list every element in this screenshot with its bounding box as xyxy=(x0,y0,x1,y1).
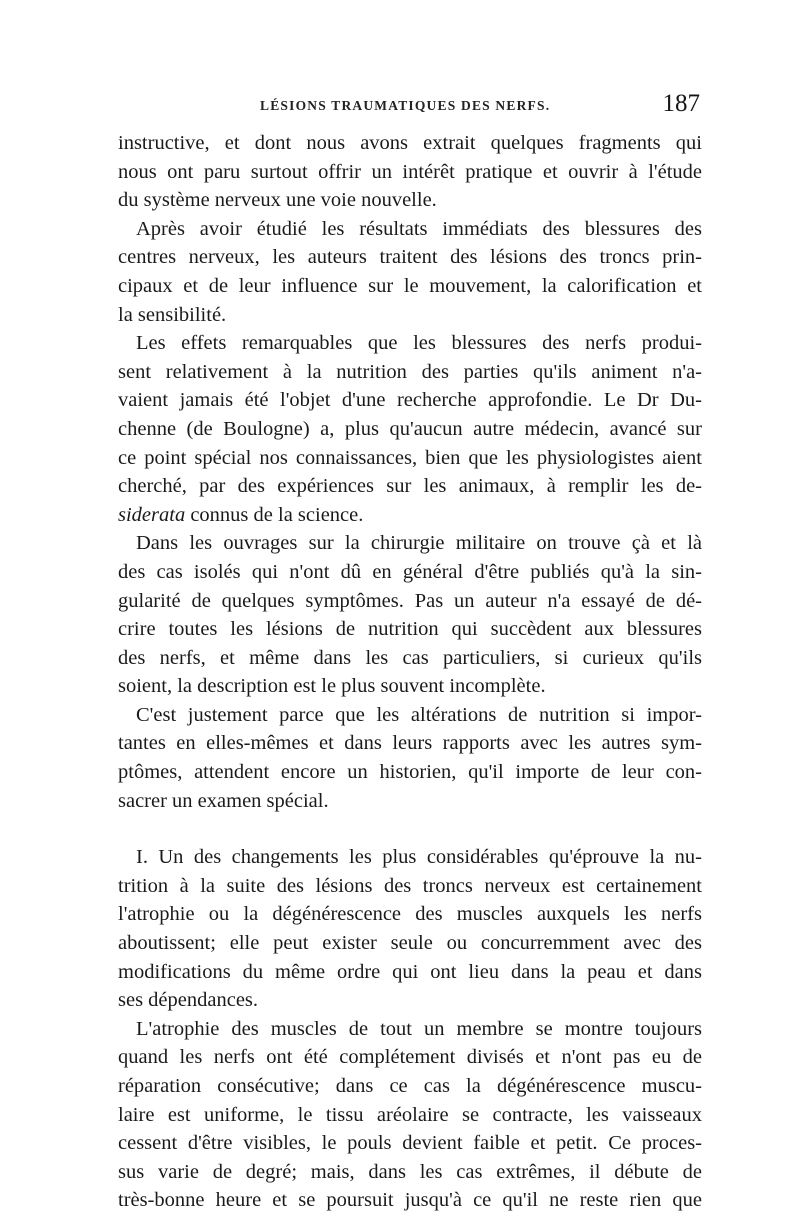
page-number: 187 xyxy=(662,90,700,117)
body-text xyxy=(118,129,702,1215)
text-line: centres nerveux, les auteurs traitent des lésions des troncs prin- xyxy=(118,246,702,269)
text-line: sent relativement à la nutrition des parties qu'ils animent n'a- xyxy=(118,360,702,383)
text-line: trition à la suite des lésions des troncs nerveux est certainement xyxy=(118,874,702,897)
text-line: nous ont paru surtout offrir un intérêt pratique et ouvrir à l'étude xyxy=(118,160,702,183)
section-gap xyxy=(118,815,702,843)
text-line: soient, la description est le plus souvent incomplète. xyxy=(118,675,546,698)
text-line xyxy=(118,501,702,530)
text-line: Après avoir étudié les résultats immédiats des blessures des xyxy=(136,217,702,240)
text-line: modifications du même ordre qui ont lieu dans la peau et dans xyxy=(118,960,702,983)
running-title: LÉSIONS TRAUMATIQUES DES NERFS. xyxy=(260,98,551,113)
text-line: réparation consécutive; dans ce cas la dégénérescence muscu- xyxy=(118,1075,702,1097)
text-line: du système nerveux une voie nouvelle. xyxy=(118,189,437,212)
text-line: gularité de quelques symptômes. Pas un auteur n'a essayé de dé- xyxy=(118,589,702,612)
text-line: cipaux et de leur influence sur le mouvement, la calorification et xyxy=(118,274,702,297)
text-line: cessent d'être visibles, le pouls devient faible et petit. Ce proces- xyxy=(118,1132,702,1155)
text-line: des cas isolés qui n'ont dû en général d'être publiés qu'à la sin- xyxy=(118,560,702,583)
text-line: I. Un des changements les plus considérables qu'éprouve la nu- xyxy=(136,846,702,869)
italic-term: siderata xyxy=(118,503,186,526)
text-line: sus varie de degré; mais, dans les cas extrêmes, il débute de xyxy=(118,1160,702,1183)
text-line: instructive, et dont nous avons extrait quelques fragments qui xyxy=(118,132,702,154)
text-line: L'atrophie des muscles de tout un membre se montre toujours xyxy=(136,1017,702,1040)
text-line: aboutissent; elle peut exister seule ou concurremment avec des xyxy=(118,932,702,955)
text-line: tantes en elles-mêmes et dans leurs rapports avec les autres sym- xyxy=(118,732,702,755)
text-line: ses dépendances. xyxy=(118,989,259,1012)
text-line: des nerfs, et même dans les cas particuliers, si curieux qu'ils xyxy=(118,646,702,669)
text-line: crire toutes les lésions de nutrition qui succèdent aux blessures xyxy=(118,618,702,641)
text-line: Les effets remarquables que les blessures des nerfs produi- xyxy=(136,332,702,355)
text-line: C'est justement parce que les altérations de nutrition si impor- xyxy=(136,703,702,726)
text-line: ce point spécial nos connaissances, bien que les physiologistes aient xyxy=(118,446,702,469)
text-line: cherché, par des expériences sur les animaux, à remplir les de- xyxy=(118,475,702,498)
running-head xyxy=(118,90,700,124)
text-line: l'atrophie ou la dégénérescence des muscles auxquels les nerfs xyxy=(118,903,702,926)
text-line: Dans les ouvrages sur la chirurgie militaire on trouve çà et là xyxy=(136,532,702,555)
text-line: chenne (de Boulogne) a, plus qu'aucun autre médecin, avancé sur xyxy=(118,417,702,440)
text-line: quand les nerfs ont été complétement divisés et n'ont pas eu de xyxy=(118,1046,702,1069)
text-line: la sensibilité. xyxy=(118,303,227,326)
text-line: laire est uniforme, le tissu aréolaire se contracte, les vaisseaux xyxy=(118,1103,702,1126)
text-line: très-bonne heure et se poursuit jusqu'à ce qu'il ne reste rien que xyxy=(118,1189,702,1212)
text-line: vaient jamais été l'objet d'une recherche approfondie. Le Dr Du- xyxy=(118,389,702,412)
text-line: sacrer un examen spécial. xyxy=(118,789,329,812)
text-fragment: connus de la science. xyxy=(185,503,364,526)
text-line: ptômes, attendent encore un historien, qu'il importe de leur con- xyxy=(118,761,702,784)
